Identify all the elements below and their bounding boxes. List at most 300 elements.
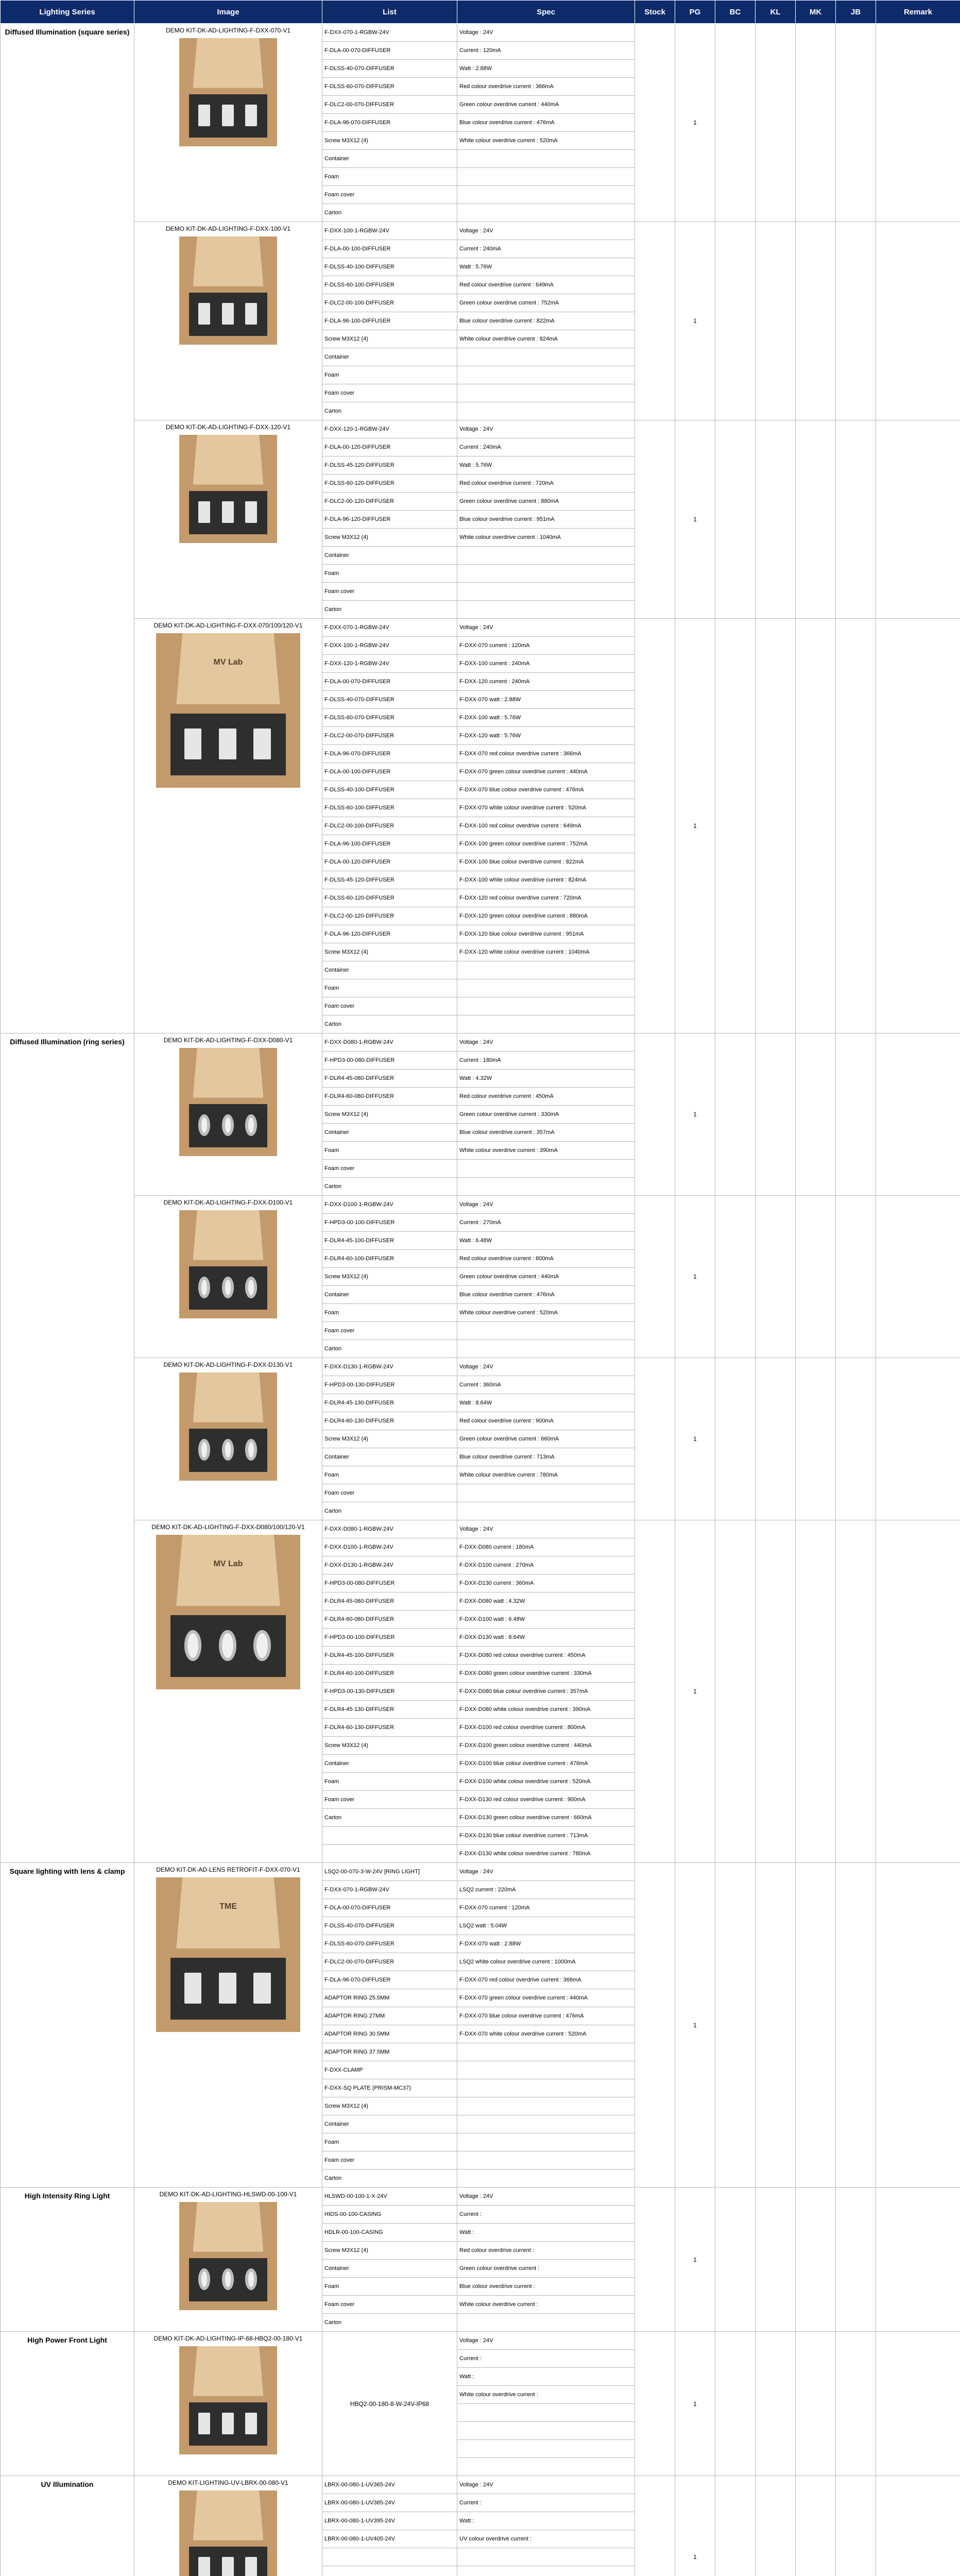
spec-cell: F-DXX-D100 watt : 6.48W bbox=[457, 1611, 635, 1629]
demo-kit-code: DEMO KIT-DK-AD-LIGHTING-F-DXX-120-V1 bbox=[165, 423, 291, 431]
header-stock: Stock bbox=[635, 1, 675, 24]
spec-cell: Watt : bbox=[457, 2512, 635, 2530]
pg-cell[interactable]: 1 bbox=[675, 1863, 715, 2188]
list-cell: F-DXX-100-1-RGBW-24V bbox=[322, 222, 457, 240]
table-row bbox=[1, 1033, 960, 1052]
bc-cell[interactable] bbox=[715, 2476, 756, 2576]
header-list: List bbox=[322, 1, 457, 24]
spec-cell: F-DXX-070 watt : 2.88W bbox=[457, 691, 635, 709]
stock-cell[interactable] bbox=[635, 1196, 675, 1358]
kl-cell[interactable] bbox=[756, 1358, 796, 1520]
spec-cell: Blue colour overdrive current : 476mA bbox=[457, 114, 635, 132]
remark-cell[interactable] bbox=[876, 1033, 960, 1196]
list-cell: Carton bbox=[322, 601, 457, 619]
list-cell: F-DLSS-60-120-DIFFUSER bbox=[322, 474, 457, 493]
kit-part bbox=[184, 728, 202, 759]
spec-cell: Watt : 6.48W bbox=[457, 1232, 635, 1250]
box-tray bbox=[189, 94, 267, 138]
spec-cell: F-DXX-070 current : 120mA bbox=[457, 637, 635, 655]
bc-cell[interactable] bbox=[715, 222, 756, 420]
spec-cell: Red colour overdrive current : 649mA bbox=[457, 276, 635, 294]
list-cell: F-DLSS-60-070-DIFFUSER bbox=[322, 78, 457, 96]
remark-cell[interactable] bbox=[876, 1863, 960, 2188]
spec-cell: Red colour overdrive current : 366mA bbox=[457, 78, 635, 96]
kit-part bbox=[198, 1277, 210, 1298]
kit-part bbox=[222, 2268, 234, 2290]
kl-cell[interactable] bbox=[756, 24, 796, 222]
box-lid bbox=[193, 1210, 264, 1260]
spec-cell bbox=[457, 1502, 635, 1520]
image-cell bbox=[134, 420, 322, 619]
box-lid bbox=[176, 1877, 280, 1948]
jb-cell[interactable] bbox=[836, 1520, 876, 1863]
list-cell: F-DLA-96-070-DIFFUSER bbox=[322, 1971, 457, 1989]
mk-cell[interactable] bbox=[796, 1520, 836, 1863]
spec-cell bbox=[457, 2097, 635, 2115]
list-cell: F-DLR4-60-080-DIFFUSER bbox=[322, 1611, 457, 1629]
kit-part bbox=[198, 303, 210, 325]
list-cell: Screw M3X12 (4) bbox=[322, 1737, 457, 1755]
box-lid bbox=[193, 1372, 264, 1422]
list-cell: F-HPD3-00-130-DIFFUSER bbox=[322, 1683, 457, 1701]
list-cell: Foam cover bbox=[322, 384, 457, 402]
spec-cell: F-DXX-120 current : 240mA bbox=[457, 673, 635, 691]
box-lid bbox=[176, 633, 280, 704]
remark-cell[interactable] bbox=[876, 2332, 960, 2476]
spec-cell: F-DXX-D080 blue colour overdrive current : 357mA bbox=[457, 1683, 635, 1701]
stock-cell[interactable] bbox=[635, 1358, 675, 1520]
stock-cell[interactable] bbox=[635, 222, 675, 420]
list-cell: F-DLA-00-070-DIFFUSER bbox=[322, 1899, 457, 1917]
kl-cell[interactable] bbox=[756, 222, 796, 420]
square-kit-photo bbox=[179, 435, 277, 543]
stock-cell[interactable] bbox=[635, 2476, 675, 2576]
pg-cell[interactable]: 1 bbox=[675, 1520, 715, 1863]
mk-cell[interactable] bbox=[796, 420, 836, 619]
jb-cell[interactable] bbox=[836, 2188, 876, 2332]
ring-kit-photo bbox=[179, 1210, 277, 1318]
box-tray bbox=[170, 1958, 286, 2020]
spec-cell bbox=[457, 1484, 635, 1502]
spec-cell: White colour overdrive current : 1040mA bbox=[457, 529, 635, 547]
mk-cell[interactable] bbox=[796, 24, 836, 222]
spec-cell: F-DXX-070 watt : 2.88W bbox=[457, 1935, 635, 1953]
list-cell: F-DLR4-45-130-DIFFUSER bbox=[322, 1394, 457, 1412]
box-tray bbox=[189, 2402, 267, 2446]
kl-cell[interactable] bbox=[756, 420, 796, 619]
list-cell: F-DLSS-40-070-DIFFUSER bbox=[322, 1917, 457, 1935]
pg-cell[interactable]: 1 bbox=[675, 222, 715, 420]
spec-cell bbox=[457, 186, 635, 204]
list-cell: Container bbox=[322, 1124, 457, 1142]
list-cell: F-DLSS-40-100-DIFFUSER bbox=[322, 781, 457, 799]
mv-lab-square-kit-photo bbox=[156, 633, 300, 788]
mk-cell[interactable] bbox=[796, 1196, 836, 1358]
spec-cell bbox=[457, 384, 635, 402]
lighting-series-cell: Diffused Illumination (square series) bbox=[1, 24, 134, 1033]
list-cell: Foam bbox=[322, 1773, 457, 1791]
pg-cell[interactable]: 1 bbox=[675, 2476, 715, 2576]
kit-part bbox=[245, 1114, 257, 1136]
header-lighting-series: Lighting Series bbox=[1, 1, 134, 24]
stock-cell[interactable] bbox=[635, 2332, 675, 2476]
pg-cell[interactable]: 1 bbox=[675, 1196, 715, 1358]
kl-cell[interactable] bbox=[756, 1033, 796, 1196]
kit-part bbox=[253, 1973, 271, 2004]
spec-cell: F-DXX-070 green colour overdrive current : 440mA bbox=[457, 763, 635, 781]
image-cell bbox=[134, 619, 322, 1033]
spec-cell: Green colour overdrive current : 660mA bbox=[457, 1430, 635, 1448]
bc-cell[interactable] bbox=[715, 1358, 756, 1520]
list-cell: Carton bbox=[322, 402, 457, 420]
kit-part bbox=[222, 2413, 234, 2434]
spec-cell: Watt : bbox=[457, 2368, 635, 2386]
spec-cell: Voltage : 24V bbox=[457, 619, 635, 637]
spec-cell: F-DXX-D080 red colour overdrive current : 450mA bbox=[457, 1647, 635, 1665]
image-cell bbox=[134, 1863, 322, 2188]
kl-cell[interactable] bbox=[756, 2332, 796, 2476]
spec-cell: F-DXX-D080 watt : 4.32W bbox=[457, 1592, 635, 1611]
list-cell: Carton bbox=[322, 204, 457, 222]
box-tray bbox=[170, 714, 286, 775]
list-cell: Foam bbox=[322, 1304, 457, 1322]
spec-cell: F-DXX-100 green colour overdrive current : 752mA bbox=[457, 835, 635, 853]
mk-cell[interactable] bbox=[796, 2476, 836, 2576]
list-cell: F-DXX-D130-1-RGBW-24V bbox=[322, 1358, 457, 1376]
list-cell: Foam bbox=[322, 1466, 457, 1484]
header-bc: BC bbox=[715, 1, 756, 24]
mk-cell[interactable] bbox=[796, 1033, 836, 1196]
demo-kit-code: DEMO KIT-DK-AD-LIGHTING-IP-68-HBQ2-00-180-V1 bbox=[153, 2335, 303, 2342]
spec-cell: F-DXX-D130 green colour overdrive current : 660mA bbox=[457, 1809, 635, 1827]
spec-cell: F-DXX-120 green colour overdrive current : 880mA bbox=[457, 907, 635, 925]
spec-cell: White colour overdrive current : bbox=[457, 2296, 635, 2314]
spec-cell: F-DXX-070 white colour overdrive current : 520mA bbox=[457, 799, 635, 817]
front-light-kit-photo bbox=[179, 2346, 277, 2454]
kit-part bbox=[245, 105, 257, 126]
kit-part bbox=[253, 728, 271, 759]
kl-cell[interactable] bbox=[756, 1863, 796, 2188]
list-cell: F-DLSS-60-120-DIFFUSER bbox=[322, 889, 457, 907]
kl-cell[interactable] bbox=[756, 1196, 796, 1358]
table-row bbox=[1, 2188, 960, 2206]
kit-part bbox=[245, 2557, 257, 2576]
remark-cell[interactable] bbox=[876, 1196, 960, 1358]
kit-part bbox=[222, 2557, 234, 2576]
list-cell: Foam cover bbox=[322, 1791, 457, 1809]
list-cell: F-DLC2-00-120-DIFFUSER bbox=[322, 907, 457, 925]
image-cell bbox=[134, 1520, 322, 1863]
stock-cell[interactable] bbox=[635, 1520, 675, 1863]
box-logo: TME bbox=[219, 1902, 237, 1911]
remark-cell[interactable] bbox=[876, 24, 960, 222]
jb-cell[interactable] bbox=[836, 24, 876, 222]
pg-cell[interactable]: 1 bbox=[675, 24, 715, 222]
box-lid bbox=[193, 2202, 264, 2252]
spec-cell: F-DXX-D100 current : 270mA bbox=[457, 1556, 635, 1574]
demo-kit-code: DEMO KIT-DK-AD-LIGHTING-HLSWD-00-100-V1 bbox=[159, 2191, 297, 2198]
tme-lens-kit-photo bbox=[156, 1877, 300, 2032]
spec-cell: Blue colour overdrive current : 476mA bbox=[457, 1286, 635, 1304]
stock-cell[interactable] bbox=[635, 24, 675, 222]
kl-cell[interactable] bbox=[756, 619, 796, 1033]
list-cell: F-DLR4-60-100-DIFFUSER bbox=[322, 1665, 457, 1683]
spec-cell: F-DXX-D080 current : 180mA bbox=[457, 1538, 635, 1556]
jb-cell[interactable] bbox=[836, 222, 876, 420]
kit-part bbox=[222, 501, 234, 523]
list-cell: F-DLR4-45-100-DIFFUSER bbox=[322, 1232, 457, 1250]
jb-cell[interactable] bbox=[836, 1033, 876, 1196]
pg-cell[interactable]: 1 bbox=[675, 2332, 715, 2476]
kit-part bbox=[198, 1439, 210, 1461]
spec-cell: Current : bbox=[457, 2206, 635, 2224]
stock-cell[interactable] bbox=[635, 420, 675, 619]
spec-cell: F-DXX-100 red colour overdrive current : 649mA bbox=[457, 817, 635, 835]
bc-cell[interactable] bbox=[715, 1520, 756, 1863]
kit-part bbox=[253, 1630, 271, 1661]
jb-cell[interactable] bbox=[836, 420, 876, 619]
list-cell: F-DXX-D100-1-RGBW-24V bbox=[322, 1538, 457, 1556]
jb-cell[interactable] bbox=[836, 1196, 876, 1358]
list-cell: Screw M3X12 (4) bbox=[322, 2242, 457, 2260]
jb-cell[interactable] bbox=[836, 619, 876, 1033]
jb-cell[interactable] bbox=[836, 2476, 876, 2576]
list-cell: F-HPD3-00-100-DIFFUSER bbox=[322, 1214, 457, 1232]
list-cell: Screw M3X12 (4) bbox=[322, 1268, 457, 1286]
list-cell: Screw M3X12 (4) bbox=[322, 1106, 457, 1124]
list-cell: HIDS-00-100-CASING bbox=[322, 2206, 457, 2224]
spec-cell: F-DXX-D100 red colour overdrive current : 800mA bbox=[457, 1719, 635, 1737]
spec-cell: Watt : 4.32W bbox=[457, 1070, 635, 1088]
spec-cell: Blue colour overdrive current : 951mA bbox=[457, 511, 635, 529]
remark-cell[interactable] bbox=[876, 2476, 960, 2576]
mk-cell[interactable] bbox=[796, 2332, 836, 2476]
list-cell: Foam cover bbox=[322, 1160, 457, 1178]
list-cell: Screw M3X12 (4) bbox=[322, 1430, 457, 1448]
kit-part bbox=[245, 2413, 257, 2434]
jb-cell[interactable] bbox=[836, 1358, 876, 1520]
list-cell: F-DXX-120-1-RGBW-24V bbox=[322, 655, 457, 673]
header-spec: Spec bbox=[457, 1, 635, 24]
pg-cell[interactable]: 1 bbox=[675, 1033, 715, 1196]
stock-cell[interactable] bbox=[635, 2188, 675, 2332]
spec-cell bbox=[457, 2458, 635, 2476]
mk-cell[interactable] bbox=[796, 1863, 836, 2188]
spec-cell: Voltage : 24V bbox=[457, 1520, 635, 1538]
list-cell: F-HPD3-00-130-DIFFUSER bbox=[322, 1376, 457, 1394]
list-cell: ADAPTOR RING 37.5MM bbox=[322, 2043, 457, 2061]
spec-cell bbox=[457, 2115, 635, 2133]
spec-cell bbox=[457, 2043, 635, 2061]
remark-cell[interactable] bbox=[876, 2188, 960, 2332]
list-cell: ADAPTOR RING 25.5MM bbox=[322, 1989, 457, 2007]
list-cell: F-DLR4-60-130-DIFFUSER bbox=[322, 1719, 457, 1737]
box-lid bbox=[193, 1048, 264, 1098]
list-cell: F-DLC2-00-120-DIFFUSER bbox=[322, 493, 457, 511]
box-lid bbox=[193, 2490, 264, 2540]
spec-cell: F-DXX-070 green colour overdrive current : 440mA bbox=[457, 1989, 635, 2007]
spec-cell: UV colour overdrive current : bbox=[457, 2530, 635, 2548]
image-cell bbox=[134, 222, 322, 420]
spec-cell: White colour overdrive current : 390mA bbox=[457, 1142, 635, 1160]
image-cell bbox=[134, 1358, 322, 1520]
spec-cell bbox=[457, 2566, 635, 2576]
pg-cell[interactable]: 1 bbox=[675, 1358, 715, 1520]
kit-part bbox=[198, 2413, 210, 2434]
header-kl: KL bbox=[756, 1, 796, 24]
list-cell: Carton bbox=[322, 1340, 457, 1358]
list-cell: F-DLR4-60-080-DIFFUSER bbox=[322, 1088, 457, 1106]
header-jb: JB bbox=[836, 1, 876, 24]
spec-cell: Green colour overdrive current : 880mA bbox=[457, 493, 635, 511]
list-cell: LBRX-00-080-1-UV365-24V bbox=[322, 2476, 457, 2494]
kit-part bbox=[222, 105, 234, 126]
kit-part bbox=[198, 105, 210, 126]
bc-cell[interactable] bbox=[715, 619, 756, 1033]
spec-cell: Red colour overdrive current : 900mA bbox=[457, 1412, 635, 1430]
kit-part bbox=[222, 1114, 234, 1136]
mk-cell[interactable] bbox=[796, 222, 836, 420]
list-cell: F-DLC2-00-070-DIFFUSER bbox=[322, 727, 457, 745]
spec-cell bbox=[457, 1178, 635, 1196]
list-cell: LSQ2-00-070-3-W-24V [RING LIGHT] bbox=[322, 1863, 457, 1881]
kl-cell[interactable] bbox=[756, 2476, 796, 2576]
image-cell bbox=[134, 1033, 322, 1196]
mk-cell[interactable] bbox=[796, 619, 836, 1033]
kit-part bbox=[198, 501, 210, 523]
spec-cell: Green colour overdrive current : 440mA bbox=[457, 96, 635, 114]
spec-cell bbox=[457, 150, 635, 168]
spec-cell bbox=[457, 348, 635, 366]
list-cell: Container bbox=[322, 1448, 457, 1466]
spec-cell: F-DXX-070 blue colour overdrive current : 476mA bbox=[457, 781, 635, 799]
kl-cell[interactable] bbox=[756, 2188, 796, 2332]
kl-cell[interactable] bbox=[756, 1520, 796, 1863]
spec-cell: Blue colour overdrive current : bbox=[457, 2278, 635, 2296]
spec-cell: Current : 240mA bbox=[457, 438, 635, 456]
kit-part bbox=[219, 728, 236, 759]
list-cell: Foam cover bbox=[322, 583, 457, 601]
list-cell: F-DLSS-40-070-DIFFUSER bbox=[322, 691, 457, 709]
bc-cell[interactable] bbox=[715, 1033, 756, 1196]
demo-kit-code: DEMO KIT-DK-AD-LIGHTING-F-DXX-D100-V1 bbox=[163, 1199, 293, 1206]
list-cell: Container bbox=[322, 150, 457, 168]
spec-cell bbox=[457, 2314, 635, 2332]
remark-cell[interactable] bbox=[876, 619, 960, 1033]
bc-cell[interactable] bbox=[715, 1863, 756, 2188]
list-cell: F-DXX-D130-1-RGBW-24V bbox=[322, 1556, 457, 1574]
remark-cell[interactable] bbox=[876, 420, 960, 619]
spec-cell bbox=[457, 2422, 635, 2440]
spec-cell: F-DXX-100 watt : 5.76W bbox=[457, 709, 635, 727]
box-tray bbox=[189, 293, 267, 336]
bc-cell[interactable] bbox=[715, 24, 756, 222]
spec-cell: LSQ2 white colour overdrive current : 1000mA bbox=[457, 1953, 635, 1971]
list-cell: Container bbox=[322, 1286, 457, 1304]
pg-cell[interactable]: 1 bbox=[675, 2188, 715, 2332]
list-cell: F-DXX-070-1-RGBW-24V bbox=[322, 619, 457, 637]
bc-cell[interactable] bbox=[715, 2332, 756, 2476]
list-cell: Container bbox=[322, 547, 457, 565]
spec-cell bbox=[457, 997, 635, 1015]
table-body bbox=[1, 24, 960, 2576]
stock-cell[interactable] bbox=[635, 1863, 675, 2188]
mk-cell[interactable] bbox=[796, 2188, 836, 2332]
list-cell: Foam cover bbox=[322, 2151, 457, 2170]
bc-cell[interactable] bbox=[715, 2188, 756, 2332]
table-row bbox=[1, 2476, 960, 2494]
spec-cell bbox=[457, 2404, 635, 2422]
list-cell: Container bbox=[322, 348, 457, 366]
box-tray bbox=[189, 1104, 267, 1147]
list-cell: F-DLC2-00-100-DIFFUSER bbox=[322, 817, 457, 835]
list-cell: Foam cover bbox=[322, 1484, 457, 1502]
pg-cell[interactable]: 1 bbox=[675, 619, 715, 1033]
spec-cell: Watt : 2.88W bbox=[457, 60, 635, 78]
spec-cell: F-DXX-070 red colour overdrive current : 366mA bbox=[457, 1971, 635, 1989]
list-cell: F-DLR4-45-100-DIFFUSER bbox=[322, 1647, 457, 1665]
table-row bbox=[1, 24, 960, 42]
spec-cell bbox=[457, 2079, 635, 2097]
spec-cell: Voltage : 24V bbox=[457, 1196, 635, 1214]
kit-part bbox=[245, 501, 257, 523]
bc-cell[interactable] bbox=[715, 420, 756, 619]
remark-cell[interactable] bbox=[876, 1358, 960, 1520]
list-cell: Screw M3X12 (4) bbox=[322, 529, 457, 547]
remark-cell[interactable] bbox=[876, 222, 960, 420]
spec-cell: F-DXX-100 current : 240mA bbox=[457, 655, 635, 673]
table-row bbox=[1, 420, 960, 438]
mk-cell[interactable] bbox=[796, 1358, 836, 1520]
demo-kit-code: DEMO KIT-DK-AD-LENS RETROFIT-F-DXX-070-V1 bbox=[156, 1866, 300, 1873]
bc-cell[interactable] bbox=[715, 1196, 756, 1358]
list-cell bbox=[322, 2566, 457, 2576]
spec-cell: Red colour overdrive current : 800mA bbox=[457, 1250, 635, 1268]
jb-cell[interactable] bbox=[836, 2332, 876, 2476]
list-cell: F-DLSS-40-100-DIFFUSER bbox=[322, 258, 457, 276]
spec-cell: F-DXX-070 blue colour overdrive current : 476mA bbox=[457, 2007, 635, 2025]
spec-cell: LSQ2 watt : 5.04W bbox=[457, 1917, 635, 1935]
list-cell: F-HPD3-00-100-DIFFUSER bbox=[322, 1629, 457, 1647]
header-row bbox=[1, 1, 960, 24]
remark-cell[interactable] bbox=[876, 1520, 960, 1863]
list-cell: F-DLSS-40-070-DIFFUSER bbox=[322, 60, 457, 78]
list-cell: Carton bbox=[322, 2170, 457, 2188]
spec-cell: Voltage : 24V bbox=[457, 2332, 635, 2350]
spec-cell: F-DXX-100 blue colour overdrive current : 822mA bbox=[457, 853, 635, 871]
list-cell: F-DLA-00-100-DIFFUSER bbox=[322, 240, 457, 258]
spec-cell: Current : bbox=[457, 2350, 635, 2368]
stock-cell[interactable] bbox=[635, 619, 675, 1033]
image-cell bbox=[134, 1196, 322, 1358]
list-cell: F-DLSS-60-070-DIFFUSER bbox=[322, 1935, 457, 1953]
list-cell: F-DXX-SQ PLATE (PRISM-MC37) bbox=[322, 2079, 457, 2097]
spec-cell bbox=[457, 366, 635, 384]
stock-cell[interactable] bbox=[635, 1033, 675, 1196]
lighting-series-cell: Diffused Illumination (ring series) bbox=[1, 1033, 134, 1863]
header-remark: Remark bbox=[876, 1, 960, 24]
demo-kit-code: DEMO KIT-DK-AD-LIGHTING-F-DXX-D080/100/120-V1 bbox=[151, 1523, 305, 1531]
kit-part bbox=[245, 1277, 257, 1298]
list-cell: F-DXX-120-1-RGBW-24V bbox=[322, 420, 457, 438]
jb-cell[interactable] bbox=[836, 1863, 876, 2188]
list-cell: F-DLA-96-070-DIFFUSER bbox=[322, 745, 457, 763]
spec-cell: Current : 240mA bbox=[457, 240, 635, 258]
spec-cell: Current : 120mA bbox=[457, 42, 635, 60]
kit-part bbox=[245, 1439, 257, 1461]
pg-cell[interactable]: 1 bbox=[675, 420, 715, 619]
spec-cell bbox=[457, 2170, 635, 2188]
